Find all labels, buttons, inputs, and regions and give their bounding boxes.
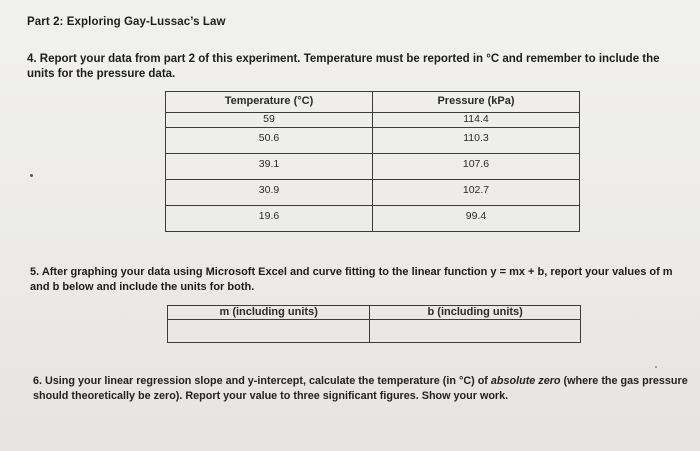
question-4-text: 4. Report your data from part 2 of this experiment. Temperature must be reported in °C and remember to include the units for the pressure data. <box>27 53 660 80</box>
pressure-cell: 99.4 <box>373 206 580 232</box>
temperature-cell: 50.6 <box>166 128 373 154</box>
pressure-header: Pressure (kPa) <box>373 92 580 113</box>
mb-answer-row <box>168 320 581 343</box>
temperature-cell: 59 <box>166 113 373 128</box>
table-row <box>166 206 580 232</box>
temperature-header: Temperature (°C) <box>166 92 373 113</box>
b-header: b (including units) <box>370 306 581 320</box>
m-header: m (including units) <box>168 306 370 320</box>
temperature-cell: 19.6 <box>166 206 373 232</box>
data-table <box>165 91 580 232</box>
stray-mark <box>30 174 33 177</box>
pressure-cell: 110.3 <box>373 128 580 154</box>
m-answer-cell[interactable] <box>168 320 370 343</box>
question-6-text <box>33 374 688 404</box>
table-row <box>166 128 580 154</box>
table-row <box>166 180 580 206</box>
slope-intercept-table <box>167 305 581 343</box>
table-row <box>166 113 580 128</box>
absolute-zero-emphasis: absolute zero <box>490 375 561 387</box>
section-title: Part 2: Exploring Gay-Lussac’s Law <box>27 16 226 28</box>
stray-mark <box>655 366 657 368</box>
temperature-cell: 30.9 <box>166 180 373 206</box>
pressure-cell: 114.4 <box>373 113 580 128</box>
data-table-header-row <box>166 92 580 113</box>
question-6-text-start: 6. Using your linear regression slope and y-intercept, calculate the temperature (in °C) of <box>33 375 491 387</box>
pressure-cell: 107.6 <box>373 154 580 180</box>
mb-header-row <box>168 306 581 320</box>
pressure-cell: 102.7 <box>373 180 580 206</box>
b-answer-cell[interactable] <box>370 320 581 343</box>
question-6-text-end: (where the gas pressure should theoretically be zero). Report your value to three significant figures. Show your work. <box>33 375 688 402</box>
table-row <box>166 154 580 180</box>
question-5-text: 5. After graphing your data using Microsoft Excel and curve fitting to the linear function y = mx + b, report your values of m and b below and include the units for both. <box>30 266 673 293</box>
temperature-cell: 39.1 <box>166 154 373 180</box>
